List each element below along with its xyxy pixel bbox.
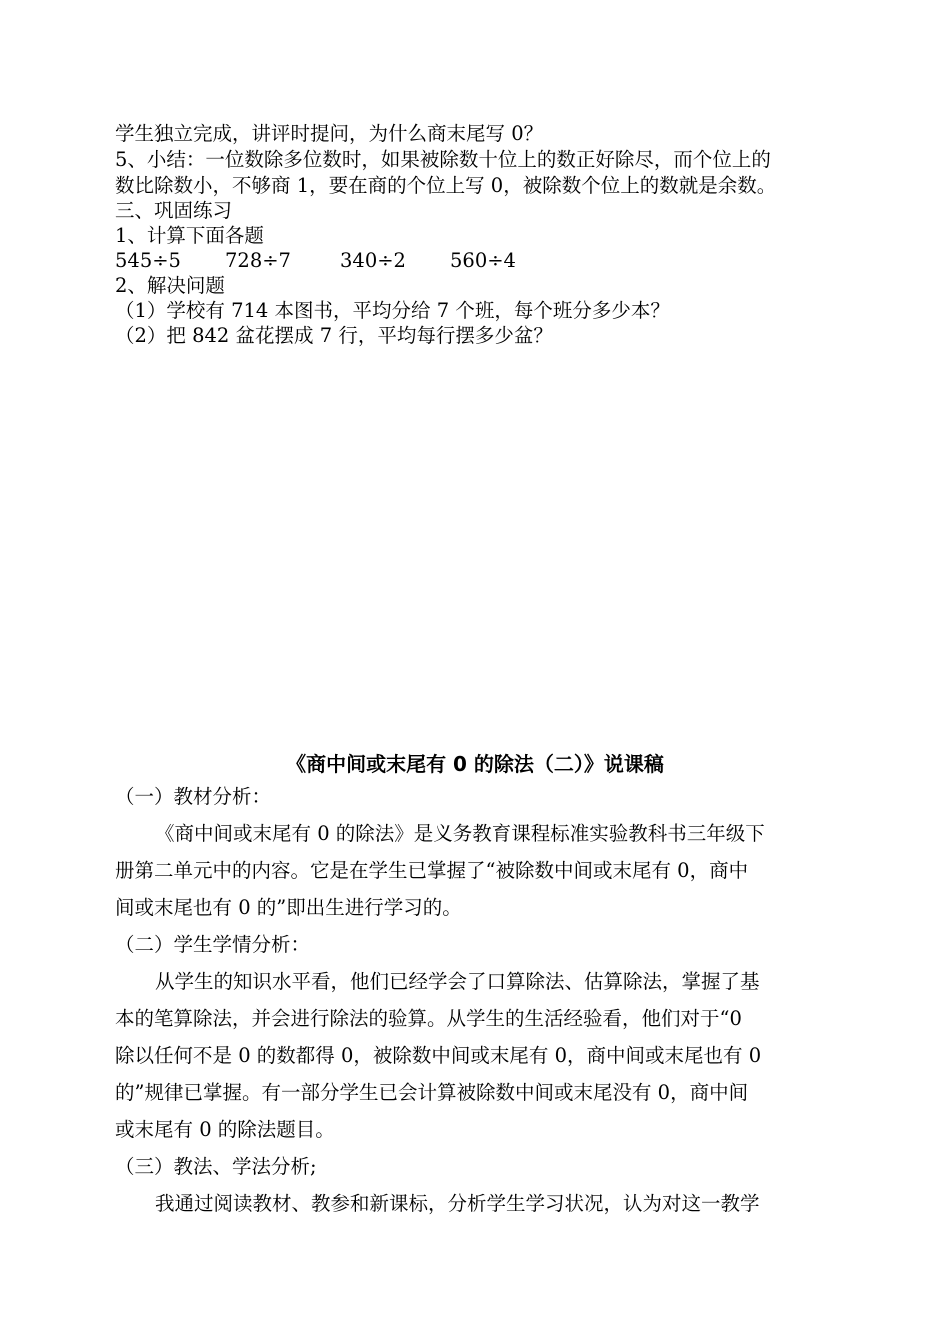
text-line: 学生独立完成，讲评时提问，为什么商末尾写 0？ xyxy=(115,122,544,145)
section-heading: （三）教法、学法分析; xyxy=(115,1155,317,1178)
calculation-row xyxy=(115,249,845,273)
calculation-item: 340÷2 xyxy=(340,249,406,272)
problem-line: （2）把 842 盆花摆成 7 行，平均每行摆多少盆？ xyxy=(115,324,553,347)
paragraph-line: 从学生的知识水平看，他们已经学会了口算除法、估算除法，掌握了基 xyxy=(155,970,760,993)
exercise-heading: 2、解决问题 xyxy=(115,274,225,297)
paragraph-line: 间或末尾也有 0 的”即出生进行学习的。 xyxy=(115,896,462,919)
section-heading: （一）教材分析： xyxy=(115,785,272,808)
paragraph-line: 册第二单元中的内容。它是在学生已掌握了“被除数中间或末尾有 0，商中 xyxy=(115,859,749,882)
document-title: 《商中间或末尾有 0 的除法（二）》说课稿 xyxy=(286,752,664,776)
paragraph-line: 《商中间或末尾有 0 的除法》是义务教育课程标准实验教科书三年级下 xyxy=(155,822,765,845)
calculation-item: 560÷4 xyxy=(450,249,516,272)
problem-line: （1）学校有 714 本图书，平均分给 7 个班，每个班分多少本？ xyxy=(115,299,670,322)
paragraph-line: 我通过阅读教材、教参和新课标，分析学生学习状况，认为对这一教学 xyxy=(155,1192,760,1215)
paragraph-line: 本的笔算除法，并会进行除法的验算。从学生的生活经验看，他们对于“0 xyxy=(115,1007,742,1030)
section-heading: 三、巩固练习 xyxy=(115,199,233,222)
calculation-item: 545÷5 xyxy=(115,249,181,272)
text-line: 5、小结：一位数除多位数时，如果被除数十位上的数正好除尽，而个位上的 xyxy=(115,148,771,171)
calculation-item: 728÷7 xyxy=(225,249,291,272)
section-heading: （二）学生学情分析： xyxy=(115,933,311,956)
paragraph-line: 的”规律已掌握。有一部分学生已会计算被除数中间或末尾没有 0，商中间 xyxy=(115,1081,749,1104)
paragraph-line: 除以任何不是 0 的数都得 0，被除数中间或末尾有 0，商中间或末尾也有 0 xyxy=(115,1044,762,1067)
paragraph-line: 或末尾有 0 的除法题目。 xyxy=(115,1118,335,1141)
text-line: 数比除数小，不够商 1，要在商的个位上写 0，被除数个位上的数就是余数。 xyxy=(115,174,777,197)
exercise-heading: 1、计算下面各题 xyxy=(115,224,264,247)
